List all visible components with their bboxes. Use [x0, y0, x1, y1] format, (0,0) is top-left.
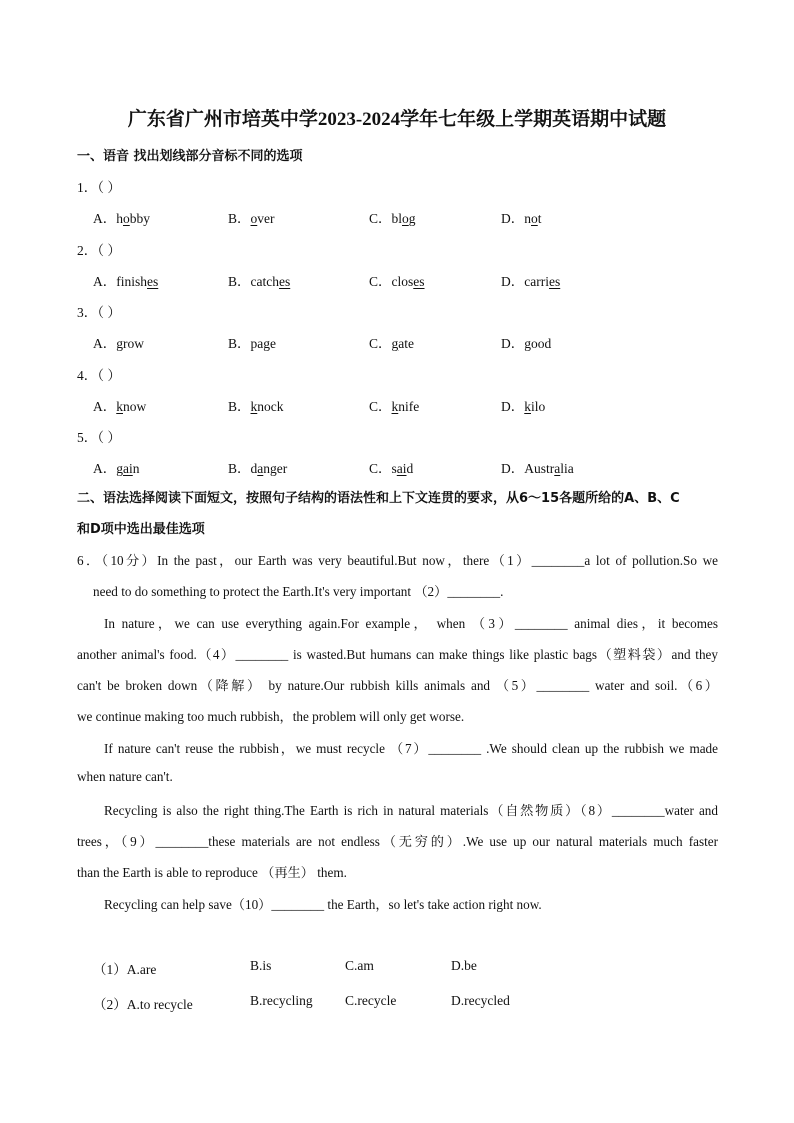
underlined-letters: k: [391, 398, 399, 414]
choice-row: （1）A.are: [93, 962, 157, 977]
answer-option: D．kilo: [501, 398, 546, 414]
answer-option: A．know: [93, 398, 147, 414]
passage-line: Recycling can help save（10）________ the Earth，so let's take action right now.: [104, 897, 542, 912]
underlined-letters: k: [524, 398, 531, 414]
passage-line: In nature，we can use everything again.For example， when （3）________ animal dies，it becomes: [104, 616, 718, 631]
choice-option: C.recycle: [345, 993, 397, 1008]
underlined-letters: g: [391, 336, 399, 351]
underlined-letters: o: [531, 211, 538, 226]
underlined-letters: es: [278, 273, 291, 289]
passage-line: If nature can't reuse the rubbish，we must recycle （7）________ .We should clean up the rubbish we made: [104, 741, 718, 756]
choice-option: D.recycled: [451, 993, 510, 1008]
passage-line: 6．（10分）In the past，our Earth was very beautiful.But now，there（1）________a lot of pollution.So we: [77, 553, 718, 568]
underlined-letters: o: [250, 211, 258, 226]
answer-option: C．said: [369, 461, 414, 476]
passage-line: we continue making too much rubbish，the problem will only get worse.: [77, 709, 465, 724]
passage-line: Recycling is also the right thing.The Earth is rich in natural materials（自然物质）（8）________water and: [104, 803, 718, 818]
answer-option: B．danger: [228, 461, 288, 476]
answer-option: B．over: [228, 211, 275, 226]
question-number: 4．（ ）: [77, 367, 121, 383]
answer-option: A．gain: [93, 461, 140, 476]
underlined-letters: g: [263, 336, 270, 351]
underlined-letters: a: [257, 461, 264, 476]
section2-heading-line1: 二、语法选择阅读下面短文，按照句子结构的语法性和上下文连贯的要求，从6～15各题所给的A、B、C: [77, 491, 680, 506]
page-title: 广东省广州市培英中学2023-2024学年七年级上学期英语期中试题: [127, 109, 667, 130]
underlined-letters: g: [116, 336, 123, 351]
underlined-letters: o: [402, 211, 409, 226]
answer-option: B．page: [228, 336, 276, 351]
choice-row: （2）A.to recycle: [93, 997, 193, 1012]
underlined-letters: ai: [123, 461, 133, 476]
choice-option: B.recycling: [250, 993, 313, 1008]
question-number: 3．（ ）: [77, 305, 121, 320]
answer-option: C．gate: [369, 336, 415, 351]
underlined-letters: es: [548, 273, 561, 289]
answer-option: A．finishes: [93, 273, 159, 289]
passage-line: another animal's food.（4）________ is wasted.But humans can make things like plastic bags（塑料袋）and they: [77, 647, 718, 662]
underlined-letters: o: [123, 211, 130, 226]
underlined-letters: k: [116, 398, 123, 414]
section1-heading: 一、语音 找出划线部分音标不同的选项: [77, 149, 303, 164]
answer-option: A．hobby: [93, 211, 150, 226]
passage-line: than the Earth is able to reproduce （再生） them.: [77, 865, 347, 880]
passage-line: need to do something to protect the Earth.It's very important （2）________.: [93, 584, 504, 599]
choice-option: B.is: [250, 958, 272, 973]
answer-option: C．knife: [369, 398, 420, 414]
answer-option: C．blog: [369, 211, 416, 226]
underlined-letters: a: [554, 461, 561, 476]
answer-option: D．good: [501, 336, 552, 351]
passage-line: when nature can't.: [77, 769, 173, 784]
underlined-letters: es: [413, 273, 425, 289]
answer-option: D．Australia: [501, 461, 574, 476]
answer-option: D．not: [501, 211, 542, 226]
answer-option: D．carries: [501, 273, 561, 289]
underlined-letters: k: [250, 398, 258, 414]
underlined-letters: es: [147, 273, 159, 289]
answer-option: B．knock: [228, 398, 284, 414]
answer-option: B．catches: [228, 273, 291, 289]
question-number: 2．（ ）: [77, 242, 121, 258]
passage-line: can't be broken down（降解） by nature.Our rubbish kills animals and （5）________ water and soil.（6）: [77, 678, 718, 693]
choice-option: C.am: [345, 958, 374, 973]
choice-option: D.be: [451, 958, 477, 973]
question-number: 5．（ ）: [77, 430, 121, 445]
answer-option: A．grow: [93, 336, 144, 351]
passage-line: trees，（9）________these materials are not endless（无穷的）.We use up our natural materials much faster: [77, 834, 718, 849]
question-number: 1．（ ）: [77, 180, 121, 195]
underlined-letters: g: [524, 336, 531, 351]
section2-heading-line2: 和D项中选出最佳选项: [77, 522, 205, 537]
underlined-letters: ai: [396, 461, 407, 476]
answer-option: C．closes: [369, 273, 425, 289]
